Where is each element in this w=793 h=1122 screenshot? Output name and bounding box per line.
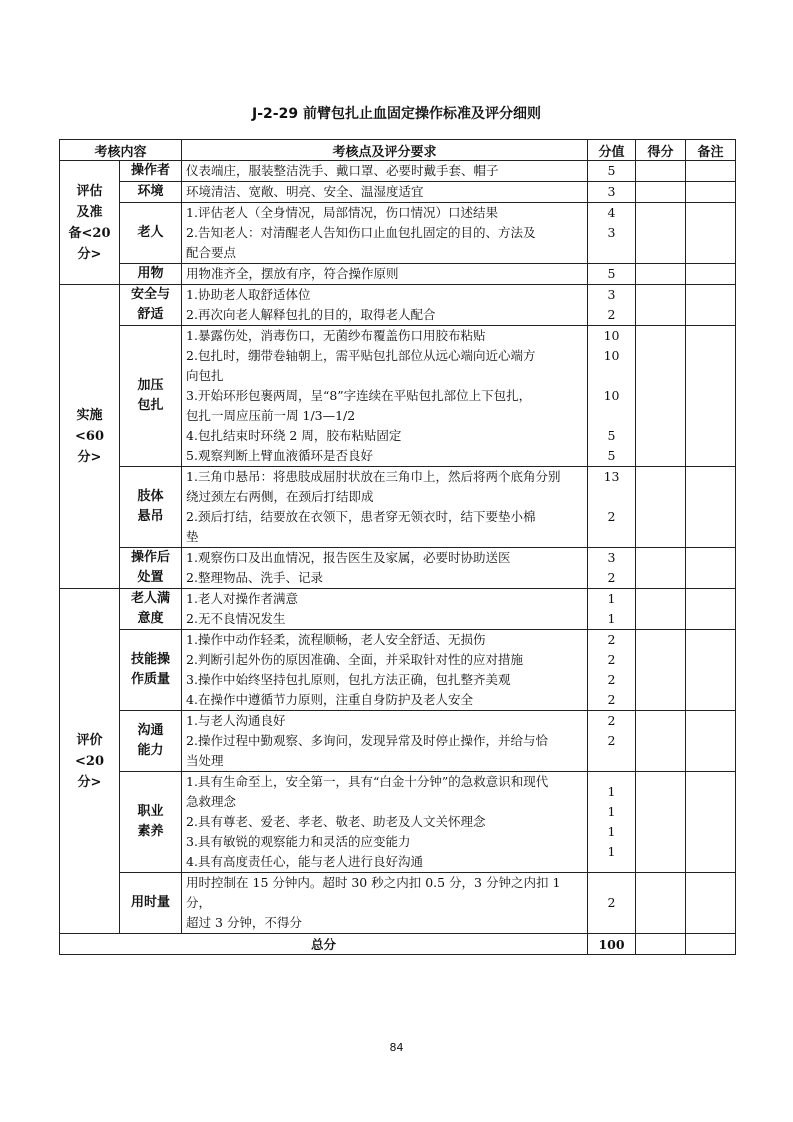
score-cell[interactable] — [636, 772, 686, 873]
points-value: 2 — [607, 733, 616, 748]
header-points: 分值 — [588, 140, 636, 161]
table-row — [60, 326, 736, 467]
remarks-cell[interactable] — [686, 182, 736, 203]
points-value: 2 — [607, 692, 616, 707]
category-line: 及准 — [76, 204, 103, 220]
category-line: 备<20 — [68, 225, 111, 241]
item-name-line: 职业 — [137, 804, 164, 819]
total-score-cell[interactable] — [636, 934, 686, 955]
category-line: 分> — [77, 774, 102, 790]
requirement-line: 2.整理物品、洗手、记录 — [186, 570, 323, 585]
requirement-line: 2.告知老人：对清醒老人告知伤口止血包扎固定的目的、方法及 — [186, 225, 536, 240]
item-name-line: 悬吊 — [137, 509, 164, 524]
item-name-line: 老人满 — [131, 591, 171, 606]
score-cell[interactable] — [636, 711, 686, 772]
requirement-line: 当处理 — [186, 753, 224, 768]
item-name-cell — [120, 772, 182, 873]
requirement-line: 3.操作中始终坚持包扎原则，包扎方法正确，包扎整齐美观 — [186, 672, 511, 687]
item-name-line: 操作后 — [131, 550, 171, 565]
score-cell[interactable] — [636, 548, 686, 589]
table-row — [60, 264, 736, 285]
points-value: 1 — [607, 804, 616, 819]
table-row — [60, 772, 736, 873]
points-value: 3 — [607, 225, 616, 240]
points-value: 2 — [607, 713, 616, 728]
requirement-cell — [182, 772, 588, 873]
requirement-cell — [182, 873, 588, 934]
points-cell — [588, 589, 636, 630]
points-cell — [588, 467, 636, 548]
item-name-line: 老人 — [137, 225, 164, 240]
points-cell — [588, 285, 636, 326]
points-value: 5 — [607, 428, 616, 443]
item-name-cell — [120, 285, 182, 326]
requirement-line: 1.评估老人（全身情况，局部情况，伤口情况）口述结果 — [186, 205, 498, 220]
points-cell — [588, 772, 636, 873]
points-cell — [588, 161, 636, 182]
requirement-cell — [182, 264, 588, 285]
requirement-line: 1.操作中动作轻柔，流程顺畅，老人安全舒适、无损伤 — [186, 632, 486, 647]
category-line: <60 — [75, 429, 104, 444]
item-name-cell — [120, 548, 182, 589]
points-value — [592, 527, 631, 547]
item-name-line: 用物 — [137, 266, 164, 281]
item-name-line: 沟通 — [137, 723, 164, 738]
requirement-line: 环境清洁、宽敞、明亮、安全、温湿度适宜 — [186, 184, 424, 199]
points-value — [592, 487, 631, 507]
requirement-line: 5.观察判断上臂血液循环是否良好 — [186, 448, 373, 463]
score-cell[interactable] — [636, 182, 686, 203]
requirement-line: 1.老人对操作者满意 — [186, 591, 298, 606]
points-value — [592, 751, 631, 771]
total-label: 总分 — [60, 934, 588, 955]
points-value: 13 — [603, 469, 620, 484]
requirement-cell — [182, 548, 588, 589]
requirement-line: 2.具有尊老、爱老、孝老、敬老、助老及人文关怀理念 — [186, 814, 486, 829]
table-row — [60, 589, 736, 630]
points-value: 1 — [607, 784, 616, 799]
points-value: 10 — [603, 348, 620, 363]
score-cell[interactable] — [636, 264, 686, 285]
requirement-line: 向包扎 — [186, 368, 224, 383]
remarks-cell[interactable] — [686, 203, 736, 264]
points-value: 2 — [607, 570, 616, 585]
item-name-cell — [120, 711, 182, 772]
category-cell — [60, 161, 120, 285]
points-value: 4 — [607, 205, 616, 220]
requirement-line: 1.具有生命至上，安全第一，具有“白金十分钟”的急救意识和现代 — [186, 774, 549, 789]
header-requirements: 考核点及评分要求 — [182, 140, 588, 161]
item-name-line: 加压 — [137, 378, 164, 393]
points-value: 2 — [607, 652, 616, 667]
requirement-line: 3.开始环形包裹两周，呈“8”字连续在平贴包扎部位上下包扎， — [186, 388, 532, 403]
points-cell — [588, 711, 636, 772]
header-content: 考核内容 — [60, 140, 182, 161]
requirement-cell — [182, 589, 588, 630]
item-name-line: 包扎 — [137, 398, 164, 413]
requirement-line: 3.具有敏锐的观察能力和灵活的应变能力 — [186, 834, 411, 849]
points-value — [592, 406, 631, 426]
item-name-cell — [120, 203, 182, 264]
points-value: 3 — [607, 287, 616, 302]
score-cell[interactable] — [636, 873, 686, 934]
requirement-cell — [182, 161, 588, 182]
points-value: 1 — [607, 611, 616, 626]
requirement-line: 包扎一周应压前一周 1/3—1/2 — [186, 408, 356, 423]
score-cell[interactable] — [636, 161, 686, 182]
points-value: 10 — [603, 328, 620, 343]
item-name-cell — [120, 467, 182, 548]
score-cell[interactable] — [636, 285, 686, 326]
points-cell — [588, 182, 636, 203]
requirement-line: 用时控制在 15 分钟内。超时 30 秒之内扣 0.5 分，3 分钟之内扣 1 分， — [186, 875, 561, 910]
requirement-line: 4.具有高度责任心，能与老人进行良好沟通 — [186, 854, 423, 869]
requirement-line: 2.包扎时，绷带卷轴朝上，需平贴包扎部位从远心端向近心端方 — [186, 348, 536, 363]
requirement-line: 仪表端庄，服装整洁洗手、戴口罩、必要时戴手套、帽子 — [186, 163, 499, 178]
category-cell — [60, 285, 120, 589]
remarks-cell[interactable] — [686, 711, 736, 772]
category-line: 实施 — [76, 408, 103, 423]
requirement-line: 1.协助老人取舒适体位 — [186, 287, 311, 302]
item-name-line: 安全与 — [131, 287, 171, 302]
score-cell[interactable] — [636, 326, 686, 467]
table-row — [60, 711, 736, 772]
points-value: 1 — [607, 824, 616, 839]
points-value: 2 — [607, 672, 616, 687]
remarks-cell[interactable] — [686, 467, 736, 548]
item-name-cell — [120, 161, 182, 182]
item-name-cell — [120, 264, 182, 285]
table-row — [60, 873, 736, 934]
requirement-line: 2.再次向老人解释包扎的目的，取得老人配合 — [186, 307, 436, 322]
table-row — [60, 285, 736, 326]
requirement-line: 1.观察伤口及出血情况，报告医生及家属，必要时协助送医 — [186, 550, 511, 565]
category-line: 评价 — [76, 732, 103, 748]
points-value: 5 — [607, 163, 616, 178]
score-cell[interactable] — [636, 589, 686, 630]
category-line: 分> — [77, 450, 102, 465]
table-row — [60, 203, 736, 264]
requirement-line: 配合要点 — [186, 245, 237, 260]
points-value: 1 — [607, 844, 616, 859]
points-value: 3 — [607, 550, 616, 565]
points-value: 2 — [607, 307, 616, 322]
total-remarks-cell[interactable] — [686, 934, 736, 955]
points-cell — [588, 630, 636, 711]
points-cell — [588, 548, 636, 589]
remarks-cell[interactable] — [686, 326, 736, 467]
item-name-line: 操作者 — [131, 163, 171, 178]
requirement-line: 2.颈后打结，结要放在衣领下，患者穿无领衣时，结下要垫小棉 — [186, 509, 536, 524]
remarks-cell[interactable] — [686, 285, 736, 326]
item-name-line: 肢体 — [137, 489, 164, 504]
requirement-line: 2.无不良情况发生 — [186, 611, 286, 626]
score-cell[interactable] — [636, 203, 686, 264]
remarks-cell[interactable] — [686, 548, 736, 589]
item-name-line: 处置 — [137, 570, 164, 585]
requirement-line: 2.判断引起外伤的原因准确、全面，并采取针对性的应对措施 — [186, 652, 523, 667]
page-number: 84 — [389, 1041, 404, 1054]
remarks-cell[interactable] — [686, 264, 736, 285]
requirement-line: 1.三角巾悬吊：将患肢成屈肘状放在三角巾上，然后将两个底角分别 — [186, 469, 561, 484]
header-remarks: 备注 — [686, 140, 736, 161]
requirement-line: 超过 3 分钟，不得分 — [186, 915, 302, 930]
item-name-cell — [120, 589, 182, 630]
item-name-line: 技能操 — [131, 652, 171, 667]
table-row — [60, 182, 736, 203]
header-row — [60, 140, 736, 161]
points-value: 2 — [607, 632, 616, 647]
requirement-line: 1.与老人沟通良好 — [186, 713, 286, 728]
category-line: <20 — [75, 753, 104, 769]
requirement-cell — [182, 711, 588, 772]
points-cell — [588, 326, 636, 467]
total-points: 100 — [588, 934, 636, 955]
table-row — [60, 548, 736, 589]
item-name-line: 环境 — [137, 184, 164, 199]
item-name-line: 能力 — [137, 743, 164, 758]
requirement-cell — [182, 203, 588, 264]
item-name-cell — [120, 630, 182, 711]
requirement-line: 4.在操作中遵循节力原则，注重自身防护及老人安全 — [186, 692, 473, 707]
requirement-line: 用物准齐全，摆放有序，符合操作原则 — [186, 266, 399, 281]
header-score: 得分 — [636, 140, 686, 161]
points-value — [592, 366, 631, 386]
requirement-line: 1.暴露伤处，消毒伤口，无菌纱布覆盖伤口用胶布粘贴 — [186, 328, 486, 343]
requirement-line: 急救理念 — [186, 794, 237, 809]
table-row — [60, 467, 736, 548]
points-value: 10 — [603, 388, 620, 403]
requirement-cell — [182, 467, 588, 548]
category-cell — [60, 589, 120, 934]
item-name-line: 作质量 — [131, 672, 171, 687]
score-cell[interactable] — [636, 630, 686, 711]
item-name-cell — [120, 182, 182, 203]
points-value: 3 — [607, 184, 616, 199]
item-name-line: 意度 — [137, 611, 164, 626]
requirement-line: 4.包扎结束时环绕 2 周，胶布粘贴固定 — [186, 428, 402, 443]
remarks-cell[interactable] — [686, 873, 736, 934]
remarks-cell[interactable] — [686, 772, 736, 873]
points-cell — [588, 264, 636, 285]
points-value: 1 — [607, 591, 616, 606]
requirement-line: 绕过颈左右两侧，在颈后打结即成 — [186, 489, 374, 504]
total-row — [60, 934, 736, 955]
points-value: 2 — [607, 509, 616, 524]
remarks-cell[interactable] — [686, 589, 736, 630]
item-name-line: 素养 — [137, 824, 164, 839]
item-name-cell — [120, 873, 182, 934]
item-name-line: 舒适 — [137, 307, 164, 322]
points-cell — [588, 873, 636, 934]
requirement-cell — [182, 285, 588, 326]
points-cell — [588, 203, 636, 264]
remarks-cell[interactable] — [686, 630, 736, 711]
category-line: 分> — [77, 246, 102, 262]
item-name-cell — [120, 326, 182, 467]
score-cell[interactable] — [636, 467, 686, 548]
table-row — [60, 161, 736, 182]
points-value — [592, 243, 631, 263]
remarks-cell[interactable] — [686, 161, 736, 182]
points-value: 5 — [607, 266, 616, 281]
requirement-cell — [182, 182, 588, 203]
category-line: 评估 — [76, 183, 103, 199]
requirement-line: 2.操作过程中勤观察、多询问，发现异常及时停止操作，并给与恰 — [186, 733, 548, 748]
item-name-line: 用时量 — [131, 895, 171, 910]
table-row — [60, 630, 736, 711]
requirement-cell — [182, 326, 588, 467]
requirement-line: 垫 — [186, 529, 199, 544]
points-value: 5 — [607, 448, 616, 463]
page-title: J-2-29 前臂包扎止血固定操作标准及评分细则 — [252, 106, 541, 122]
scoring-table — [59, 139, 736, 955]
points-value: 2 — [607, 895, 616, 910]
requirement-cell — [182, 630, 588, 711]
